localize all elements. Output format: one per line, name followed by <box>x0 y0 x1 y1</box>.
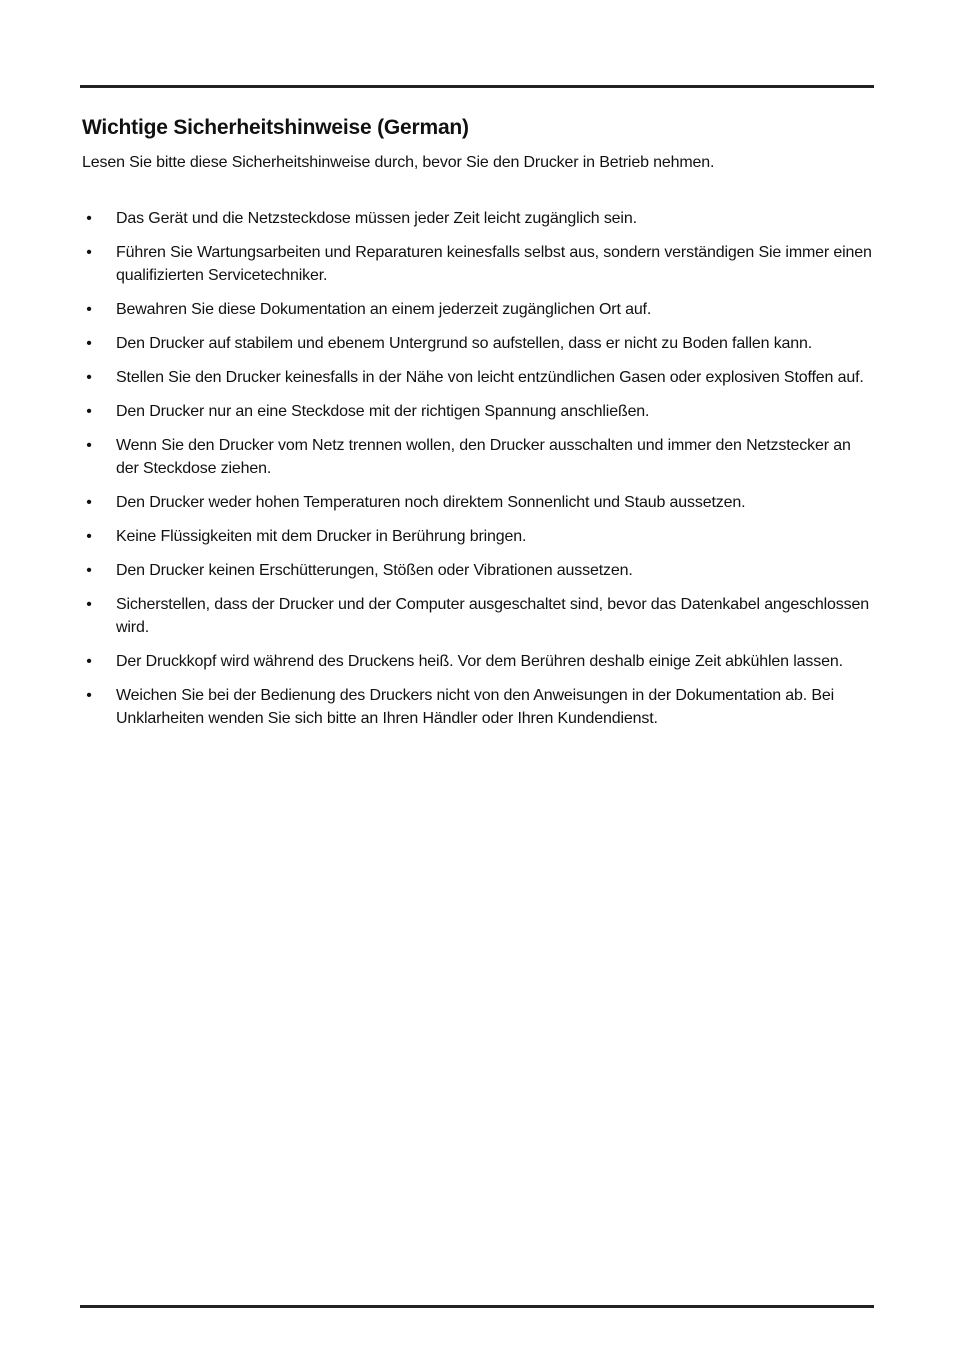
list-item <box>82 650 872 673</box>
list-item <box>82 332 872 355</box>
bullet-icon: • <box>86 528 92 545</box>
list-item-text: Sicherstellen, dass der Drucker und der Computer ausgeschaltet sind, bevor das Datenkabel angeschlossen wird. <box>116 596 869 636</box>
safety-list <box>82 207 872 730</box>
list-item <box>82 434 872 480</box>
bullet-icon: • <box>86 687 92 704</box>
page-content <box>82 114 872 741</box>
list-item-text: Weichen Sie bei der Bedienung des Druckers nicht von den Anweisungen in der Dokumentation ab. Bei Unklarheiten wenden Sie sich bitte an Ihren Händler oder Ihren Kundendienst. <box>116 687 835 727</box>
list-item-text: Den Drucker keinen Erschütterungen, Stößen oder Vibrationen aussetzen. <box>116 562 633 579</box>
list-item-text: Den Drucker nur an eine Steckdose mit der richtigen Spannung anschließen. <box>116 403 650 420</box>
bullet-icon: • <box>86 244 92 261</box>
list-item <box>82 366 872 389</box>
list-item-text: Stellen Sie den Drucker keinesfalls in der Nähe von leicht entzündlichen Gasen oder explosiven Stoffen auf. <box>116 369 864 386</box>
list-item-text: Den Drucker auf stabilem und ebenem Untergrund so aufstellen, dass er nicht zu Boden fallen kann. <box>116 335 813 352</box>
list-item <box>82 559 872 582</box>
bullet-icon: • <box>86 653 92 670</box>
list-item-text: Führen Sie Wartungsarbeiten und Reparaturen keinesfalls selbst aus, sondern verständigen Sie immer einen qualifizierten Servicetechniker. <box>116 244 872 284</box>
bullet-icon: • <box>86 494 92 511</box>
bullet-icon: • <box>86 335 92 352</box>
bullet-icon: • <box>86 562 92 579</box>
page-title: Wichtige Sicherheitshinweise (German) <box>82 116 469 139</box>
list-item-text: Der Druckkopf wird während des Druckens heiß. Vor dem Berühren deshalb einige Zeit abkühlen lassen. <box>116 653 843 670</box>
bullet-icon: • <box>86 369 92 386</box>
list-item <box>82 593 872 639</box>
list-item-text: Wenn Sie den Drucker vom Netz trennen wollen, den Drucker ausschalten und immer den Netzstecker an der Steckdose ziehen. <box>116 437 851 477</box>
bullet-icon: • <box>86 210 92 227</box>
list-item-text: Das Gerät und die Netzsteckdose müssen jeder Zeit leicht zugänglich sein. <box>116 210 637 227</box>
list-item <box>82 241 872 287</box>
list-item <box>82 684 872 730</box>
list-item <box>82 400 872 423</box>
header-rule <box>80 85 874 88</box>
bullet-icon: • <box>86 596 92 613</box>
list-item <box>82 298 872 321</box>
list-item <box>82 207 872 230</box>
list-item-text: Keine Flüssigkeiten mit dem Drucker in Berührung bringen. <box>116 528 527 545</box>
footer-rule <box>80 1305 874 1308</box>
bullet-icon: • <box>86 301 92 318</box>
bullet-icon: • <box>86 403 92 420</box>
intro-paragraph: Lesen Sie bitte diese Sicherheitshinweise durch, bevor Sie den Drucker in Betrieb nehmen. <box>82 154 715 171</box>
list-item-text: Bewahren Sie diese Dokumentation an einem jederzeit zugänglichen Ort auf. <box>116 301 652 318</box>
list-item <box>82 491 872 514</box>
list-item <box>82 525 872 548</box>
list-item-text: Den Drucker weder hohen Temperaturen noch direktem Sonnenlicht und Staub aussetzen. <box>116 494 746 511</box>
bullet-icon: • <box>86 437 92 454</box>
